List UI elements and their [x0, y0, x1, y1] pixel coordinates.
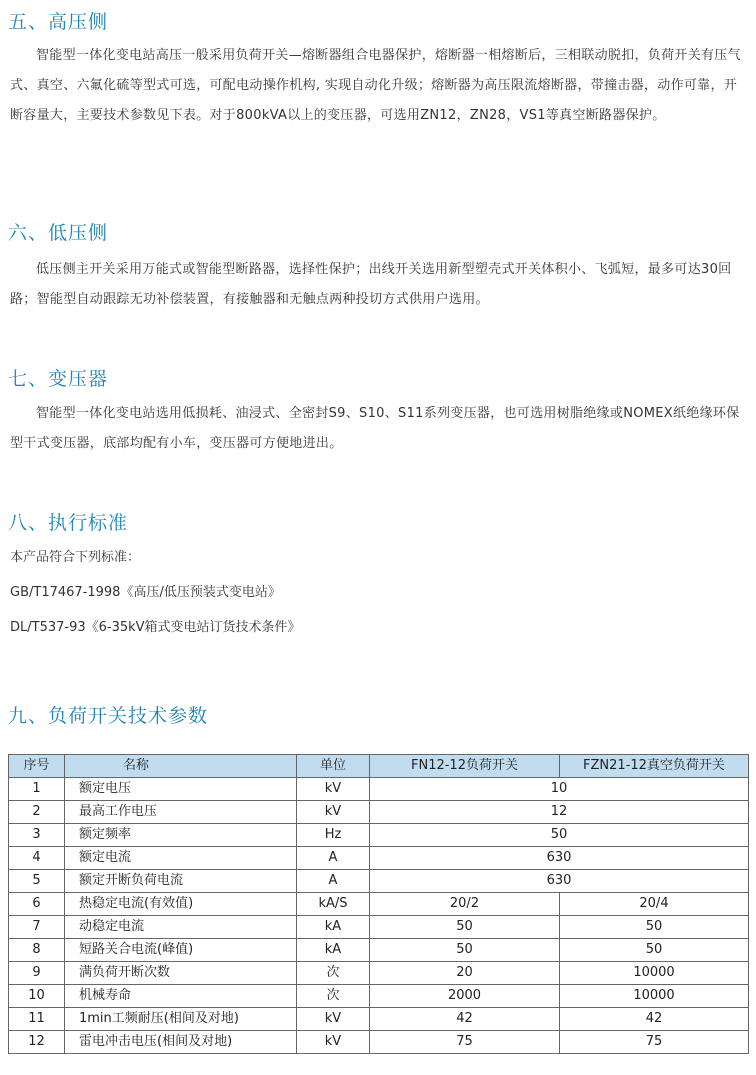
cell-value-fzn21: 20/4 [560, 893, 749, 916]
standard-dl-line: DL/T537-93《6-35kV箱式变电站订货技术条件》 [10, 620, 301, 635]
cell-no: 8 [9, 939, 65, 962]
standards-intro-line: 本产品符合下列标准： [10, 550, 141, 565]
cell-value-fn12: 42 [370, 1008, 560, 1031]
cell-no: 12 [9, 1031, 65, 1054]
cell-name: 短路关合电流(峰值) [65, 939, 297, 962]
cell-name: 额定开断负荷电流 [65, 870, 297, 893]
cell-unit: kV [297, 1008, 370, 1031]
cell-name: 机械寿命 [65, 985, 297, 1008]
table-row [9, 939, 749, 962]
section-paragraph-high-voltage: 智能型一体化变电站高压一般采用负荷开关—熔断器组合电器保护，熔断器一相熔断后，三相联动脱扣，负荷开关有压气式、真空、六氟化硫等型式可选，可配电动操作机构, 实现自动化升级；熔断器为高压限流熔断器，带撞击器，动作可靠，开断容量大，主要技术参数见下表。对于800kVA以上的变压器，可选用ZN12，ZN28，VS1等真空断路器保护。 [10, 48, 741, 123]
cell-name: 1min工频耐压(相间及对地) [65, 1008, 297, 1031]
section-heading-high-voltage: 五、高压侧 [8, 11, 109, 33]
cell-unit: A [297, 847, 370, 870]
cell-no: 11 [9, 1008, 65, 1031]
switch-parameters-table [8, 754, 749, 1054]
cell-unit: kA [297, 916, 370, 939]
cell-no: 7 [9, 916, 65, 939]
table-row [9, 916, 749, 939]
section-heading-standards: 八、执行标准 [8, 512, 129, 534]
cell-no: 6 [9, 893, 65, 916]
cell-no: 1 [9, 778, 65, 801]
table-row [9, 1008, 749, 1031]
section-paragraph-transformer: 智能型一体化变电站选用低损耗、油浸式、全密封S9、S10、S11系列变压器，也可选用树脂绝缘或NOMEX纸绝缘环保型干式变压器，底部均配有小车，变压器可方便地进出。 [10, 406, 740, 451]
cell-unit: A [297, 870, 370, 893]
cell-value-merged: 50 [370, 824, 749, 847]
cell-unit: kA/S [297, 893, 370, 916]
cell-name: 额定电压 [65, 778, 297, 801]
cell-no: 2 [9, 801, 65, 824]
cell-value-fzn21: 50 [560, 916, 749, 939]
cell-value-merged: 10 [370, 778, 749, 801]
cell-value-fzn21: 10000 [560, 985, 749, 1008]
table-row [9, 985, 749, 1008]
table-row [9, 893, 749, 916]
cell-name: 最高工作电压 [65, 801, 297, 824]
cell-value-fzn21: 10000 [560, 962, 749, 985]
cell-value-fzn21: 75 [560, 1031, 749, 1054]
table-row [9, 847, 749, 870]
section-paragraph-low-voltage: 低压侧主开关采用万能式或智能型断路器，选择性保护；出线开关选用新型塑壳式开关体积小、飞弧短，最多可达30回路；智能型自动跟踪无功补偿装置，有接触器和无触点两种投切方式供用户选用。 [10, 262, 732, 307]
table-row [9, 778, 749, 801]
header-no: 序号 [9, 755, 65, 778]
cell-value-fn12: 2000 [370, 985, 560, 1008]
cell-name: 满负荷开断次数 [65, 962, 297, 985]
cell-unit: 次 [297, 962, 370, 985]
cell-value-fzn21: 50 [560, 939, 749, 962]
section-heading-transformer: 七、变压器 [8, 368, 109, 390]
cell-value-fn12: 75 [370, 1031, 560, 1054]
header-unit: 单位 [297, 755, 370, 778]
table-row [9, 801, 749, 824]
standard-gb-line: GB/T17467-1998《高压/低压预装式变电站》 [10, 585, 281, 600]
cell-value-fn12: 20 [370, 962, 560, 985]
table-row [9, 824, 749, 847]
cell-unit: Hz [297, 824, 370, 847]
section-heading-switch-params: 九、负荷开关技术参数 [8, 705, 209, 727]
table-row [9, 1031, 749, 1054]
cell-no: 3 [9, 824, 65, 847]
cell-value-merged: 12 [370, 801, 749, 824]
table-header-row [9, 755, 749, 778]
cell-unit: kA [297, 939, 370, 962]
cell-value-fn12: 20/2 [370, 893, 560, 916]
cell-unit: kV [297, 1031, 370, 1054]
cell-name: 动稳定电流 [65, 916, 297, 939]
section-heading-low-voltage: 六、低压侧 [8, 222, 109, 244]
cell-no: 10 [9, 985, 65, 1008]
cell-name: 额定频率 [65, 824, 297, 847]
cell-unit: 次 [297, 985, 370, 1008]
cell-value-fzn21: 42 [560, 1008, 749, 1031]
table-row [9, 870, 749, 893]
cell-value-merged: 630 [370, 847, 749, 870]
cell-value-fn12: 50 [370, 939, 560, 962]
cell-no: 9 [9, 962, 65, 985]
header-fzn21: FZN21-12真空负荷开关 [560, 755, 749, 778]
cell-no: 5 [9, 870, 65, 893]
table-row [9, 962, 749, 985]
cell-value-merged: 630 [370, 870, 749, 893]
header-name: 名称 [65, 755, 297, 778]
cell-no: 4 [9, 847, 65, 870]
cell-value-fn12: 50 [370, 916, 560, 939]
cell-name: 雷电冲击电压(相间及对地) [65, 1031, 297, 1054]
cell-name: 额定电流 [65, 847, 297, 870]
cell-unit: kV [297, 801, 370, 824]
header-fn12: FN12-12负荷开关 [370, 755, 560, 778]
cell-unit: kV [297, 778, 370, 801]
cell-name: 热稳定电流(有效值) [65, 893, 297, 916]
